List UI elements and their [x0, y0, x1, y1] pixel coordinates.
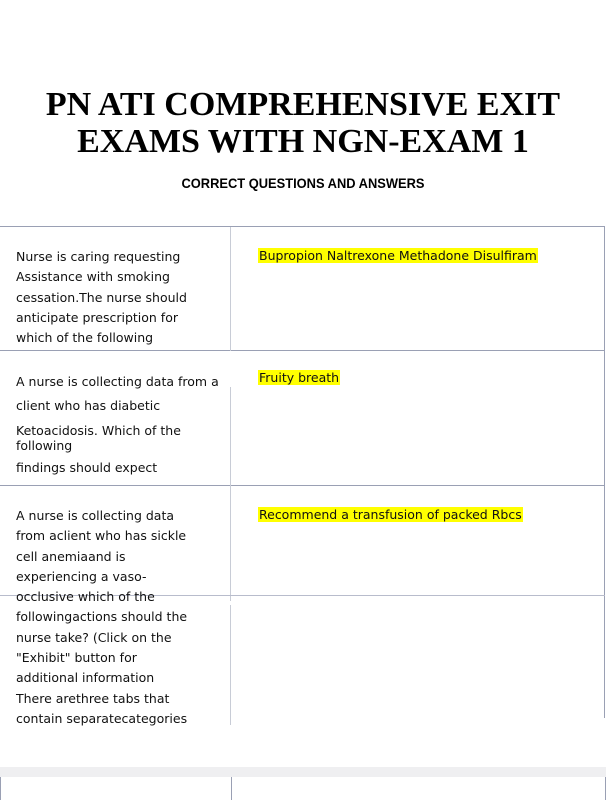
title-line-1: PN ATI COMPREHENSIVE EXIT [45, 86, 561, 123]
document-subtitle: CORRECT QUESTIONS AND ANSWERS [181, 175, 425, 191]
qa-row [0, 227, 605, 351]
answer-text [258, 370, 340, 386]
title-line-2: EXAMS WITH NGN-EXAM 1 [77, 123, 529, 160]
answer-text [258, 507, 523, 523]
answer-text [258, 248, 538, 264]
question-text: A nurse is collecting data from aclient who has sickle cell anemiaand is experiencing a vaso- occlusive which of the followingactions should the nurse take? (Click on the "Exhibit" button for additional information There arethree tabs that contain separatecategories [16, 508, 188, 726]
page-separator [0, 767, 606, 777]
column-divider [230, 605, 231, 725]
answer-highlight: Recommend a transfusion of packed Rbcs [259, 507, 522, 522]
column-divider [230, 387, 231, 486]
question-text: A nurse is collecting data from a client who has diabetic Ketoacidosis. Which of the following findings should expect [16, 374, 219, 475]
answer-highlight: Fruity breath [259, 370, 340, 385]
qa-table [0, 226, 605, 726]
column-divider [230, 486, 231, 601]
next-page-table-row [0, 777, 606, 800]
column-divider [230, 227, 231, 351]
column-divider [231, 777, 232, 800]
qa-row [0, 486, 605, 726]
answer-highlight: Bupropion Naltrexone Methadone Disulfiram [259, 248, 537, 263]
question-text: Nurse is caring requesting Assistance with smoking cessation.The nurse should anticipate prescription for which of the following [16, 249, 187, 346]
qa-row [0, 351, 605, 486]
document-title [0, 86, 606, 160]
